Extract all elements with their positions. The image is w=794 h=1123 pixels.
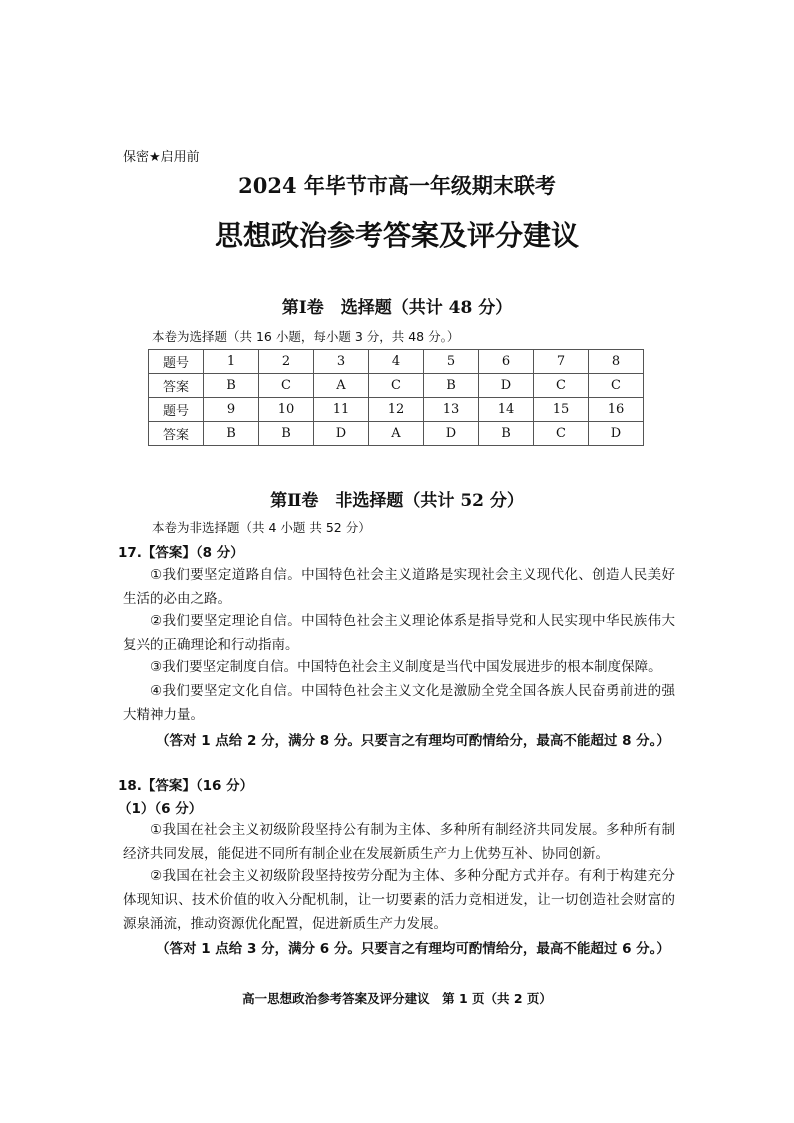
table-cell: D — [479, 374, 534, 398]
table-cell: B — [204, 422, 259, 446]
table-cell: A — [314, 374, 369, 398]
table-cell: 14 — [479, 398, 534, 422]
table-cell: 8 — [589, 350, 644, 374]
q17-point-4: ④我们要坚定文化自信。中国特色社会主义文化是激励全党全国各族人民奋勇前进的强大精神力量。 — [123, 683, 675, 723]
table-cell: B — [479, 422, 534, 446]
q17-point-1: ①我们要坚定道路自信。中国特色社会主义道路是实现社会主义现代化、创造人民美好生活的必由之路。 — [123, 567, 675, 607]
table-cell: 5 — [424, 350, 479, 374]
row-header-cell: 题号 — [149, 398, 204, 422]
table-cell: 9 — [204, 398, 259, 422]
table-cell: D — [589, 422, 644, 446]
q17-scoring-note: （答对 1 点给 2 分，满分 8 分。只要言之有理均可酌情给分，最高不能超过 8 分。） — [156, 733, 670, 749]
confidential-label: 保密★启用前 — [123, 150, 200, 165]
table-cell: A — [369, 422, 424, 446]
table-cell: 12 — [369, 398, 424, 422]
table-cell: 2 — [259, 350, 314, 374]
table-cell: B — [259, 422, 314, 446]
table-cell: C — [534, 422, 589, 446]
table-cell: 15 — [534, 398, 589, 422]
table-cell: 16 — [589, 398, 644, 422]
table-row — [149, 422, 644, 446]
q17-point-2: ②我们要坚定理论自信。中国特色社会主义理论体系是指导党和人民实现中华民族伟大复兴的正确理论和行动指南。 — [123, 613, 675, 653]
table-cell: D — [424, 422, 479, 446]
table-cell: 10 — [259, 398, 314, 422]
table-cell: 13 — [424, 398, 479, 422]
table-cell: 1 — [204, 350, 259, 374]
table-cell: 3 — [314, 350, 369, 374]
q18-sub-1: （1）（6 分） — [118, 801, 203, 817]
exam-title: 2024 年毕节市高一年级期末联考 — [238, 173, 556, 198]
section-1-note: 本卷为选择题（共 16 小题，每小题 3 分，共 48 分。） — [152, 329, 460, 344]
page-footer: 高一思想政治参考答案及评分建议 第 1 页（共 2 页） — [242, 991, 552, 1006]
table-cell: 6 — [479, 350, 534, 374]
answer-table — [148, 349, 644, 446]
section-1-title: 第Ⅰ卷 选择题（共计 48 分） — [281, 298, 513, 318]
table-cell: C — [369, 374, 424, 398]
q18-point-2: ②我国在社会主义初级阶段坚持按劳分配为主体、多种分配方式并存。有利于构建充分体现知识、技术价值的收入分配机制，让一切要素的活力竞相迸发，让一切创造社会财富的源泉涌流，推动资源优化配置，促进新质生产力发展。 — [123, 868, 675, 932]
table-cell: B — [204, 374, 259, 398]
table-cell: C — [534, 374, 589, 398]
table-cell: 11 — [314, 398, 369, 422]
q18-scoring-note: （答对 1 点给 3 分，满分 6 分。只要言之有理均可酌情给分，最高不能超过 6 分。） — [156, 941, 670, 957]
table-cell: C — [259, 374, 314, 398]
q17-point-3: ③我们要坚定制度自信。中国特色社会主义制度是当代中国发展进步的根本制度保障。 — [150, 659, 662, 675]
section-2-note: 本卷为非选择题（共 4 小题 共 52 分） — [152, 520, 371, 535]
document-title: 思想政治参考答案及评分建议 — [214, 219, 579, 252]
table-cell: D — [314, 422, 369, 446]
row-header-cell: 答案 — [149, 374, 204, 398]
q18-point-1: ①我国在社会主义初级阶段坚持公有制为主体、多种所有制经济共同发展。多种所有制经济共同发展，能促进不同所有制企业在发展新质生产力上优势互补、协同创新。 — [123, 822, 675, 862]
row-header-cell: 题号 — [149, 350, 204, 374]
table-row — [149, 398, 644, 422]
table-cell: 4 — [369, 350, 424, 374]
table-cell: 7 — [534, 350, 589, 374]
table-cell: B — [424, 374, 479, 398]
row-header-cell: 答案 — [149, 422, 204, 446]
q18-heading: 18.【答案】（16 分） — [118, 778, 254, 794]
table-cell: C — [589, 374, 644, 398]
table-row — [149, 350, 644, 374]
section-2-title: 第Ⅱ卷 非选择题（共计 52 分） — [270, 491, 524, 511]
q17-heading: 17.【答案】（8 分） — [118, 545, 244, 561]
table-row — [149, 374, 644, 398]
